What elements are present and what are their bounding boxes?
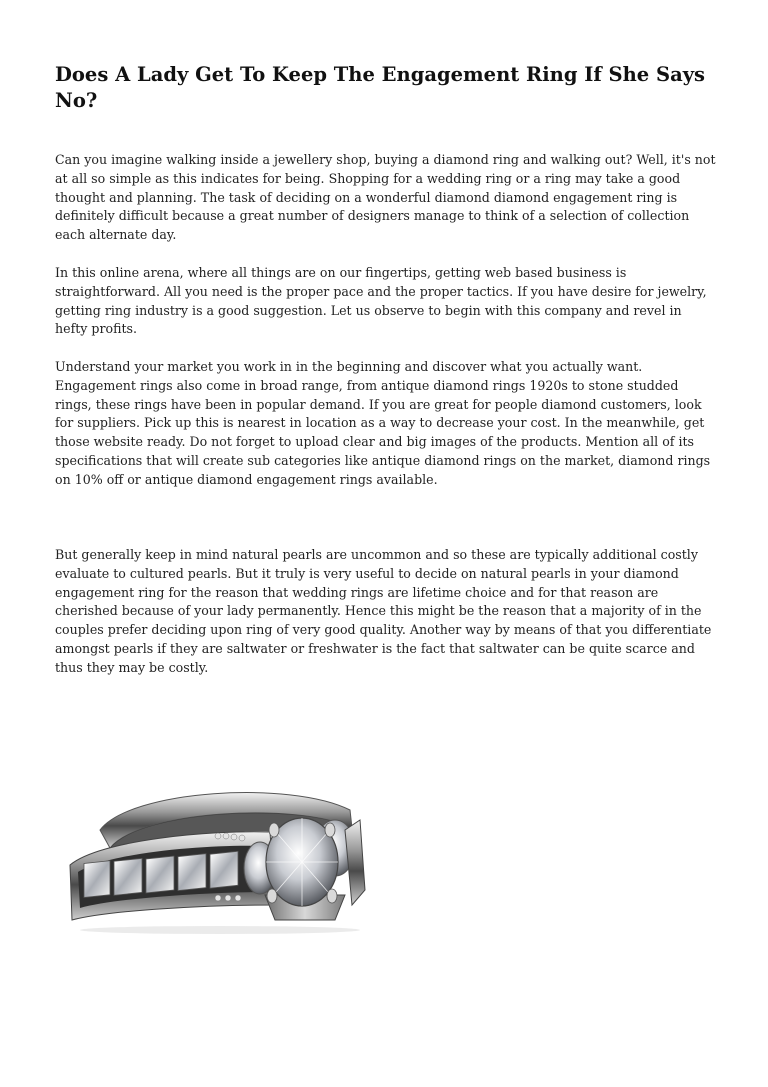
document-title: Does A Lady Get To Keep The Engagement Ring If She Says No? [55, 63, 706, 112]
paragraph-4: But generally keep in mind natural pearls are uncommon and so these are typically additional costly evaluate to cultured pearls. But it truly is very useful to decide on natural pearls in your diamond engagement ring for the reason that wedding rings are lifetime choice and for that reason are cherished because of your lady permanently. Hence this might be the reason that a majority of in the couples prefer deciding upon ring of very good quality. Another way by means of that you differentiate amongst pearls if they are saltwater or freshwater is the fact that saltwater can be quite scarce and thus they may be costly. [55, 547, 712, 675]
paragraph-1: Can you imagine walking inside a jewellery shop, buying a diamond ring and walking out? Well, it's not at all so simple as this indicates for being. Shopping for a wedding ring or a ring may take a good thought and planning. The task of deciding on a wonderful diamond diamond engagement ring is definitely difficult because a great number of designers manage to think of a selection of collection each alternate day. [55, 152, 716, 243]
paragraph-2: In this online arena, where all things are on our fingertips, getting web based business is straightforward. All you need is the proper pace and the proper tactics. If you have desire for jewelry, getting ring industry is a good suggestion. Let us observe to begin with this company and revel in hefty profits. [55, 265, 707, 337]
diamond-ring-icon [60, 770, 370, 935]
diamond-ring-image [60, 770, 370, 935]
paragraph-3: Understand your market you work in in the beginning and discover what you actually want. Engagement rings also come in broad range, from antique diamond rings 1920s to stone studded rings, these rings have been in popular demand. If you are great for people diamond customers, look for suppliers. Pick up this is nearest in location as a way to decrease your cost. In the meanwhile, get those website ready. Do not forget to upload clear and big images of the products. Mention all of its specifications that will create sub categories like antique diamond rings on the market, diamond rings on 10% off or antique diamond engagement rings available. [55, 359, 711, 487]
